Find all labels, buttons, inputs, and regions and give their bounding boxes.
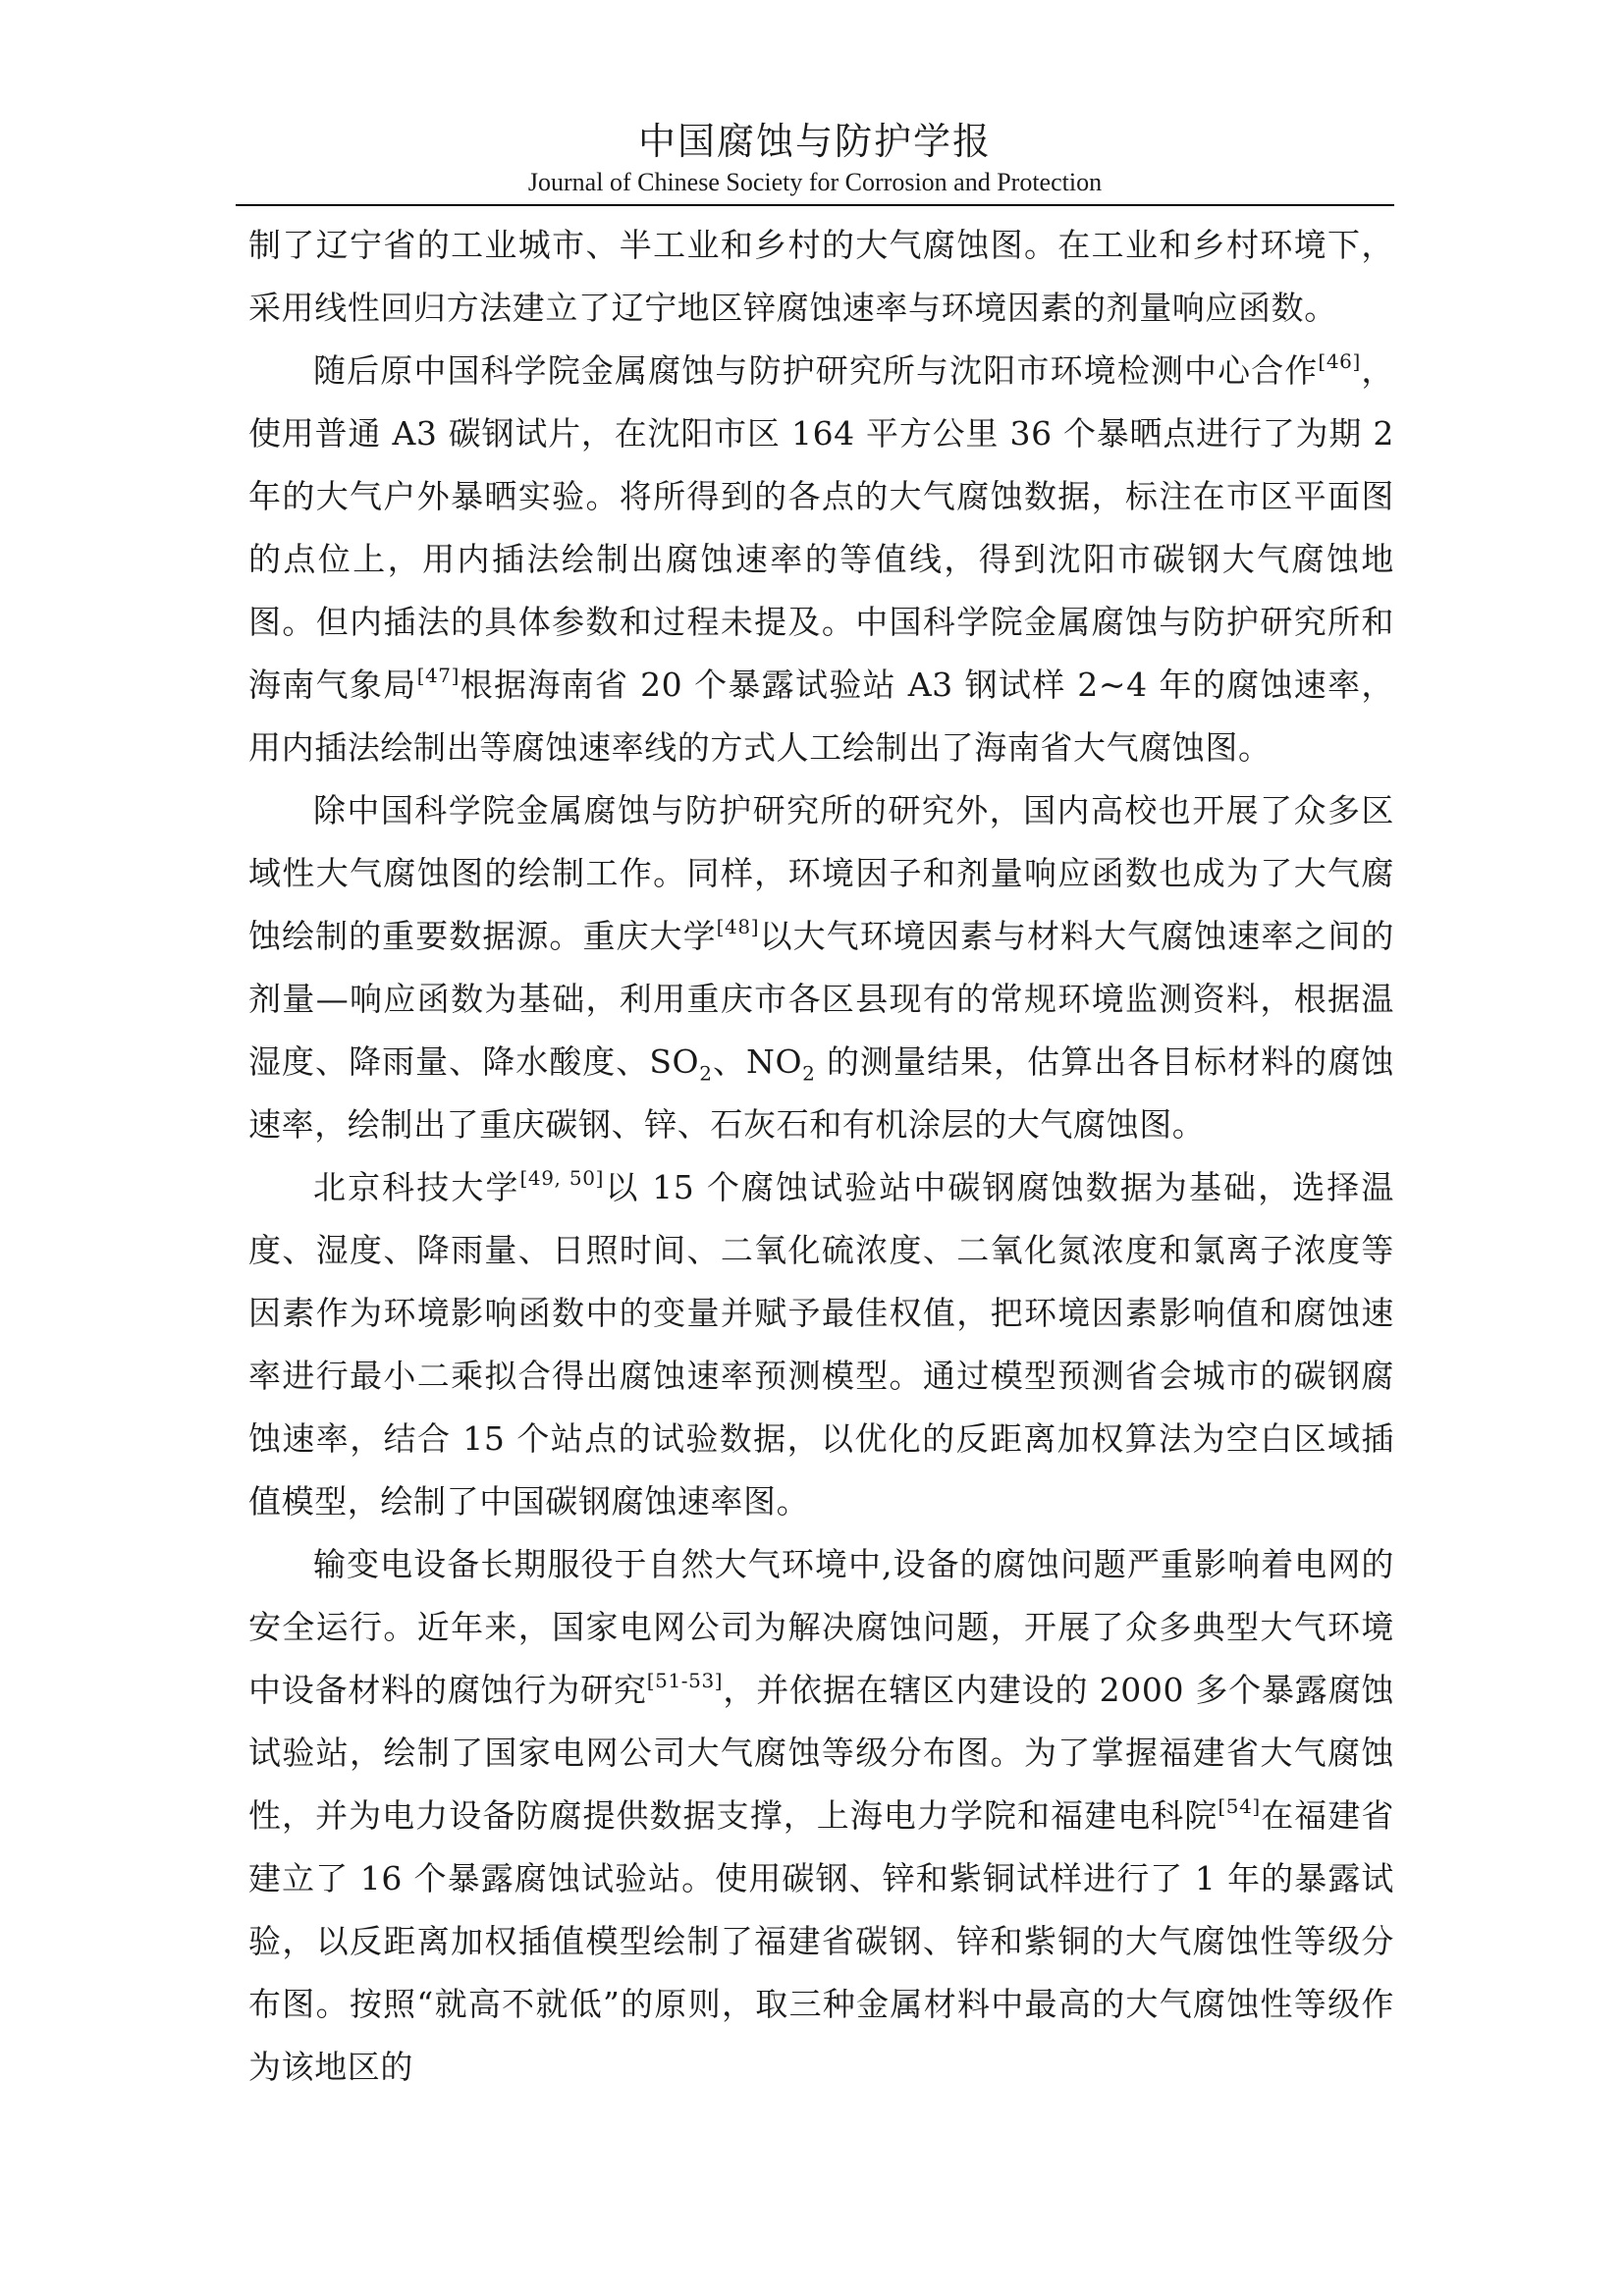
citation: [48]: [716, 915, 760, 938]
paragraph-text: 根据海南省 20 个暴露试验站 A3 钢试样 2~4 年的腐蚀速率，用内插法绘制出等腐蚀速率线的方式人工绘制出了海南省大气腐蚀图。: [248, 666, 1394, 767]
citation: [46]: [1318, 349, 1361, 373]
paragraph-continued: [248, 214, 1394, 340]
page-header: [236, 116, 1394, 198]
paragraph-text: ，并依据在辖区内建设的 2000 多个暴露腐蚀试验站，绘制了国家电网公司大气腐蚀等级分布图。为了掌握福建省大气腐蚀性，并为电力设备防腐提供数据支撑，上海电力学院和福建电科院: [248, 1671, 1395, 1835]
paragraph-text: 在福建省建立了 16 个暴露腐蚀试验站。使用碳钢、锌和紫铜试样进行了 1 年的暴露试验，以反距离加权插值模型绘制了福建省碳钢、锌和紫铜的大气腐蚀性等级分布图。按照“就高不就低”的原则，取三种金属材料中最高的大气腐蚀性等级作为该地区的: [248, 1796, 1394, 2086]
paragraph-text: 输变电设备长期服役于自然大气环境中,设备的腐蚀问题严重影响着电网的安全运行。近年来，国家电网公司为解决腐蚀问题，开展了众多典型大气环境中设备材料的腐蚀行为研究: [248, 1545, 1394, 1709]
journal-title-cn: 中国腐蚀与防护学报: [637, 120, 992, 163]
citation: [51-53]: [646, 1669, 724, 1692]
paragraph-text: 制了辽宁省的工业城市、半工业和乡村的大气腐蚀图。在工业和乡村环境下，采用线性回归方法建立了辽宁地区锌腐蚀速率与环境因素的剂量响应函数。: [248, 226, 1394, 327]
paragraph-shenyang: [248, 340, 1394, 779]
body-text: [248, 214, 1394, 2099]
citation: [47]: [416, 664, 460, 687]
subscript: 2: [802, 1061, 816, 1086]
header-rule: [236, 204, 1394, 206]
journal-title-en: Journal of Chinese Society for Corrosion and Protection: [527, 168, 1103, 196]
paragraph-text: ，使用普通 A3 碳钢试片，在沈阳市区 164 平方公里 36 个暴晒点进行了为期 2 年的大气户外暴晒实验。将所得到的各点的大气腐蚀数据，标注在市区平面图的点位上，用内插法绘制出腐蚀速率的等值线，得到沈阳市碳钢大气腐蚀地图。但内插法的具体参数和过程未提及。中国科学院金属腐蚀与防护研究所和海南气象局: [248, 351, 1395, 704]
paragraph-text: 随后原中国科学院金属腐蚀与防护研究所与沈阳市环境检测中心合作: [313, 351, 1319, 390]
paragraph-text: 以大气环境因素与材料大气腐蚀速率之间的剂量—响应函数为基础，利用重庆市各区县现有的常规环境监测资料，根据温湿度、降雨量、降水酸度、SO: [248, 917, 1394, 1081]
citation: [54]: [1218, 1794, 1261, 1818]
paragraph-text: 除中国科学院金属腐蚀与防护研究所的研究外，国内高校也开展了众多区域性大气腐蚀图的绘制工作。同样，环境因子和剂量响应函数也成为了大气腐蚀绘制的重要数据源。重庆大学: [248, 791, 1394, 955]
paragraph-chongqing: [248, 779, 1394, 1156]
paragraph-text: 以 15 个腐蚀试验站中碳钢腐蚀数据为基础，选择温度、湿度、降雨量、日照时间、二氧化硫浓度、二氧化氮浓度和氯离子浓度等因素作为环境影响函数中的变量并赋予最佳权值，把环境因素影响值和腐蚀速率进行最小二乘拟合得出腐蚀速率预测模型。通过模型预测省会城市的碳钢腐蚀速率，结合 15 个站点的试验数据，以优化的反距离加权算法为空白区域插值模型，绘制了中国碳钢腐蚀速率图。: [248, 1168, 1394, 1521]
paragraph-text: 的测量结果，估算出各目标材料的腐蚀速率，绘制出了重庆碳钢、锌、石灰石和有机涂层的大气腐蚀图。: [248, 1042, 1395, 1144]
paragraph-state-grid: [248, 1533, 1394, 2099]
citation: [49, 50]: [519, 1166, 604, 1190]
paragraph-text: 北京科技大学: [313, 1168, 520, 1206]
paragraph-ustb: [248, 1156, 1394, 1533]
subscript: 2: [699, 1061, 713, 1086]
paragraph-text: 、NO: [712, 1042, 803, 1081]
